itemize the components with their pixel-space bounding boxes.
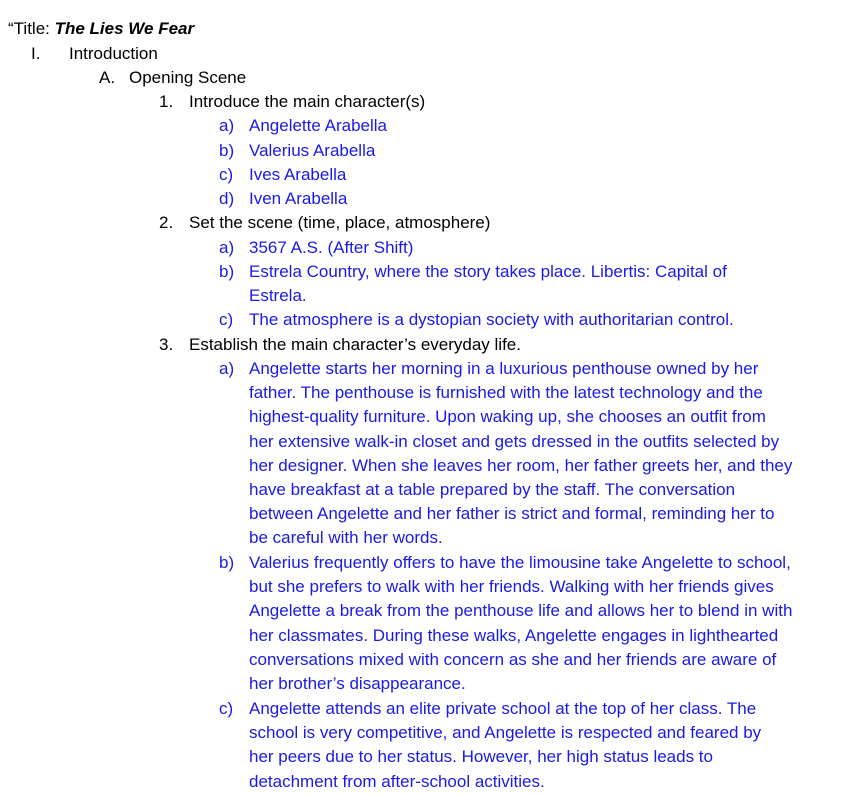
document-title <box>8 17 194 41</box>
detail-marker: b) <box>219 262 235 281</box>
detail-marker: d) <box>219 189 235 208</box>
section-heading: Introduction <box>69 44 158 63</box>
title-text: The Lies We Fear <box>54 19 195 38</box>
item-heading: Introduce the main character(s) <box>189 92 426 111</box>
subsection-marker: A. <box>99 68 116 87</box>
detail-marker: a) <box>219 116 235 135</box>
item-marker: 1. <box>159 92 174 111</box>
subsection-heading: Opening Scene <box>129 68 247 87</box>
detail-marker: b) <box>219 141 235 160</box>
detail-text: Estrela Country, where the story takes place. Libertis: Capital of Estrela. <box>249 262 727 306</box>
detail-marker: c) <box>219 165 234 184</box>
detail-paragraph: Angelette starts her morning in a luxurious penthouse owned by her father. The penthouse is furnished with the latest technology and the highest-quality furniture. Upon waking up, she chooses an outfit from her extensive walk-in closet and gets dressed in the outfits selected by her designer. When she leaves her room, her father greets her, and they have breakfast at a table prepared by the staff. The conversation between Angelette and her father is strict and formal, reminding her to be careful with her words. <box>249 359 793 548</box>
item-marker: 3. <box>159 335 174 354</box>
detail-paragraph: Angelette attends an elite private school at the top of her class. The school is very competitive, and Angelette is respected and feared by her peers due to her status. However, her high status leads to detachment from after-school activities. <box>249 699 762 791</box>
title-label: “Title: <box>8 19 55 38</box>
detail-text: 3567 A.S. (After Shift) <box>249 238 414 257</box>
detail-marker: c) <box>219 310 234 329</box>
item-marker: 2. <box>159 213 174 232</box>
detail-text: Iven Arabella <box>249 189 348 208</box>
detail-text: Ives Arabella <box>249 165 347 184</box>
detail-marker: a) <box>219 359 235 378</box>
section-marker: I. <box>31 44 41 63</box>
item-heading: Set the scene (time, place, atmosphere) <box>189 213 491 232</box>
item-heading: Establish the main character’s everyday life. <box>189 335 521 354</box>
detail-text: Angelette Arabella <box>249 116 387 135</box>
detail-text: The atmosphere is a dystopian society with authoritarian control. <box>249 310 734 329</box>
detail-marker: b) <box>219 553 235 572</box>
detail-paragraph: Valerius frequently offers to have the limousine take Angelette to school, but she prefers to walk with her friends. Walking with her friends gives Angelette a break from the penthouse life and allows her to blend in with her classmates. During these walks, Angelette engages in lighthearted conversations mixed with concern as she and her friends are aware of her brother’s disappearance. <box>249 553 793 694</box>
detail-text: Valerius Arabella <box>249 141 376 160</box>
detail-marker: a) <box>219 238 235 257</box>
detail-marker: c) <box>219 699 234 718</box>
